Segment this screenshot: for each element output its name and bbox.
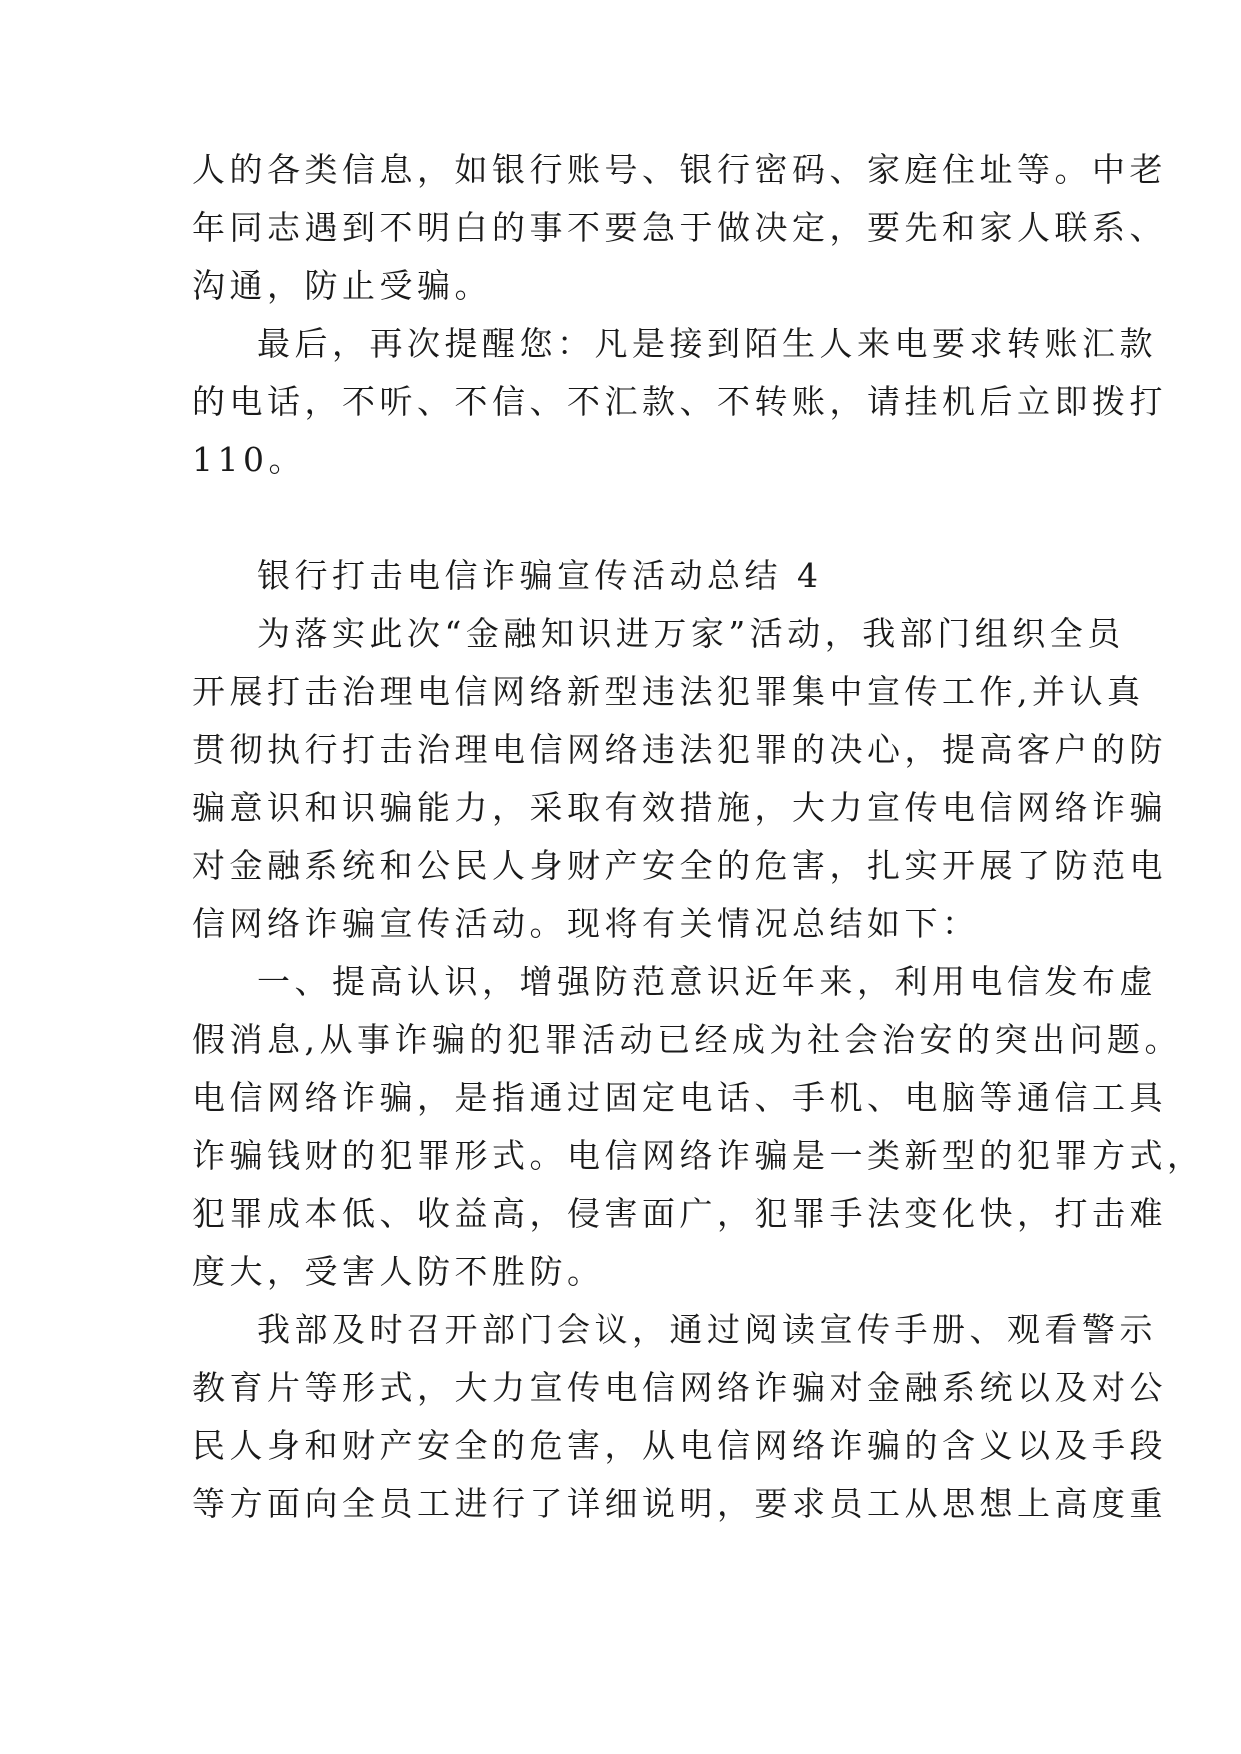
paragraph-line: 沟通，防止受骗。 <box>192 266 492 305</box>
paragraph-line: 教育片等形式，大力宣传电信网络诈骗对金融系统以及对公 <box>192 1368 1167 1407</box>
paragraph-line: 诈骗钱财的犯罪形式。电信网络诈骗是一类新型的犯罪方式， <box>192 1136 1205 1175</box>
paragraph-line: 我部及时召开部门会议，通过阅读宣传手册、观看警示 <box>257 1310 1157 1349</box>
paragraph-line: 开展打击治理电信网络新型违法犯罪集中宣传工作,并认真 <box>192 672 1145 711</box>
paragraph-line: 一、提高认识，增强防范意识近年来，利用电信发布虚 <box>257 962 1157 1001</box>
paragraph-line: 人的各类信息，如银行账号、银行密码、家庭住址等。中老 <box>192 150 1167 189</box>
paragraph-line: 的电话，不听、不信、不汇款、不转账，请挂机后立即拨打 <box>192 382 1167 421</box>
paragraph-line: 假消息,从事诈骗的犯罪活动已经成为社会治安的突出问题。 <box>192 1020 1182 1059</box>
paragraph-line: 年同志遇到不明白的事不要急于做决定，要先和家人联系、 <box>192 208 1167 247</box>
section-title: 银行打击电信诈骗宣传活动总结 4 <box>257 556 823 595</box>
paragraph-line: 贯彻执行打击治理电信网络违法犯罪的决心，提高客户的防 <box>192 730 1167 769</box>
paragraph-line: 对金融系统和公民人身财产安全的危害，扎实开展了防范电 <box>192 846 1167 885</box>
paragraph-line: 犯罪成本低、收益高，侵害面广，犯罪手法变化快，打击难 <box>192 1194 1167 1233</box>
paragraph-line: 骗意识和识骗能力，采取有效措施，大力宣传电信网络诈骗 <box>192 788 1167 827</box>
paragraph-line: 电信网络诈骗，是指通过固定电话、手机、电脑等通信工具 <box>192 1078 1167 1117</box>
paragraph-line: 最后，再次提醒您：凡是接到陌生人来电要求转账汇款 <box>257 324 1157 363</box>
paragraph-line: 信网络诈骗宣传活动。现将有关情况总结如下： <box>192 904 980 943</box>
paragraph-line: 度大，受害人防不胜防。 <box>192 1252 605 1291</box>
paragraph-line: 民人身和财产安全的危害，从电信网络诈骗的含义以及手段 <box>192 1426 1167 1465</box>
paragraph-line: 等方面向全员工进行了详细说明，要求员工从思想上高度重 <box>192 1484 1167 1523</box>
paragraph-line: 为落实此次“金融知识进万家”活动，我部门组织全员 <box>257 614 1125 653</box>
paragraph-line: 110。 <box>192 440 306 479</box>
